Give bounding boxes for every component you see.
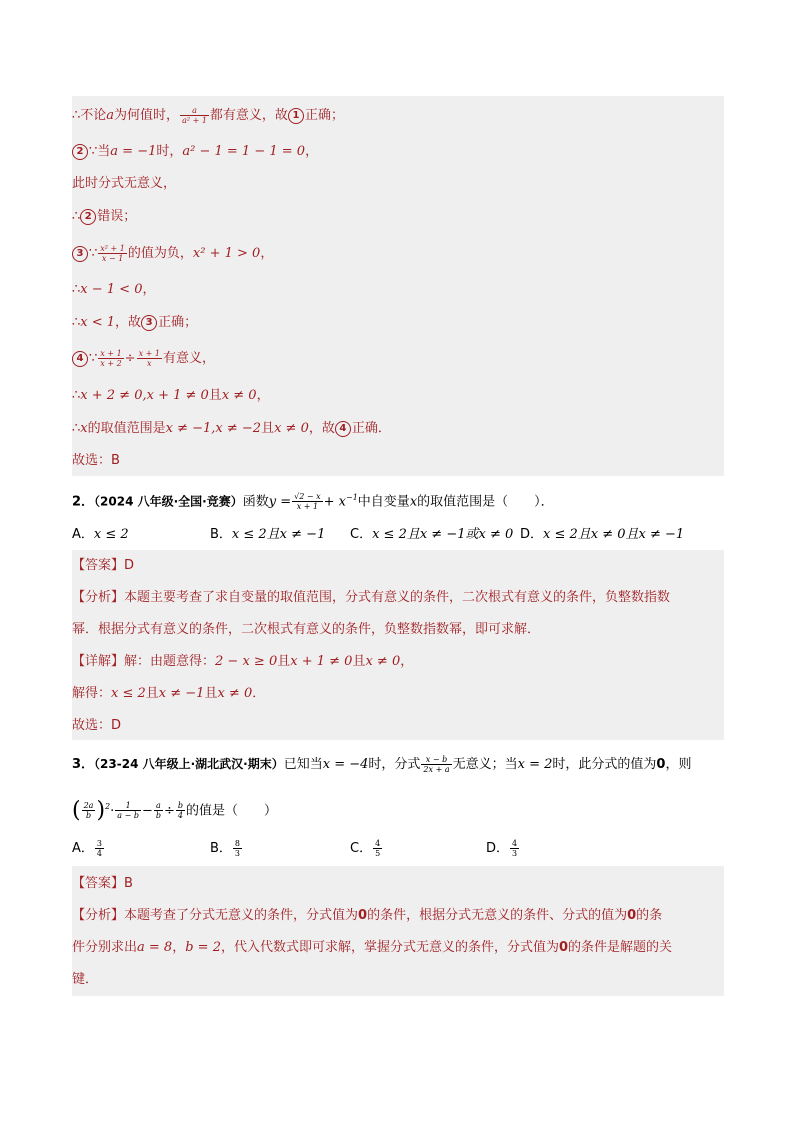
q2-options (72, 525, 724, 547)
q3-analysis-2: 件分别求出a = 8，b = 2，代入代数式即可求解，掌握分式无意义的条件，分式值为0的条件是解题的关 (72, 940, 673, 955)
q2-analysis-1: 【分析】本题主要考查了求自变量的取值范围，分式有意义的条件，二次根式有意义的条件，负整数指数 (72, 590, 671, 605)
q2-answer: 【答案】D (72, 558, 135, 573)
q2-answer-block (72, 550, 724, 740)
q2-detail-2: 解得：x ≤ 2且x ≠ −1且x ≠ 0． (72, 686, 266, 701)
circled-number: 1 (288, 108, 304, 124)
q2-stem: 2．（2024 八年级·全国·竞赛）函数y = $\frac{√2 - x}{x + 1}$ + $x^{-1}$中自变量x的取值范围是（ ）． (72, 492, 554, 512)
circled-number: 2 (72, 144, 88, 160)
q2-analysis-2: 幂．根据分式有意义的条件，二次根式有意义的条件，负整数指数幂，即可求解． (72, 622, 541, 637)
q3-stem-2: ( $\frac{2a}{b}$ )$^2$· $\frac{1}{a - b}$ − $\frac{a}{b}$ ÷ $\frac{b}{4}$ 的值是（ ） (72, 797, 278, 822)
fraction: $\frac{1}{a - b}$ (117, 801, 139, 821)
circled-number: 4 (72, 351, 88, 367)
q3-stem-1: 3．（23-24 八年级上·湖北武汉·期末）已知当x = −4时，分式 $\frac{x - b}{2x + a}$ 无意义；当x = 2时，此分式的值为0，则 (72, 755, 692, 774)
q1-line-3: 此时分式无意义， (72, 176, 177, 191)
q1-line-6: ∴x − 1 < 0， (72, 282, 156, 297)
fraction: $\frac{√2 - x}{x + 1}$ (294, 492, 321, 512)
q1-line-7: ∴x < 1，故 3 正确； (72, 315, 198, 330)
q2-option-c[interactable]: C．x ≤ 2且x ≠ −1或x ≠ 0 (350, 527, 514, 542)
fraction: $\frac{\text{x² + 1}}{x - 1}$ (100, 244, 125, 263)
q2-option-d[interactable]: D．x ≤ 2且x ≠ 0且x ≠ −1 (520, 527, 685, 542)
q3-analysis-1: 【分析】本题考查了分式无意义的条件，分式值为0的条件，根据分式无意义的条件、分式的值为0的条 (72, 908, 663, 923)
q3-option-b[interactable]: B． $\frac{8}{3}$ (210, 839, 241, 858)
fraction: $\frac{b}{4}$ (177, 801, 184, 821)
q1-line-9: ∴x + 2 ≠ 0,x + 1 ≠ 0且x ≠ 0， (72, 388, 270, 403)
fraction: $\frac{a}{b}$ (155, 801, 161, 821)
circled-number: 4 (335, 421, 351, 437)
fraction: $\frac{a}{\text{a² + 1}}$ (182, 106, 207, 125)
q1-line-1: ∴不论a为何值时， $\frac{a}{\text{a² + 1}}$ 都有意义，故 1 正确； (72, 106, 344, 125)
q1-choose: 故选：B (72, 453, 120, 468)
fraction: $\frac{2a}{b}$ (83, 801, 94, 821)
q3-option-c[interactable]: C． $\frac{4}{5}$ (350, 839, 381, 858)
q3-analysis-3: 键． (72, 972, 99, 987)
fraction: $\frac{x + 1}{x}$ (138, 349, 160, 368)
q2-choose: 故选：D (72, 718, 122, 733)
q2-option-a[interactable]: A．x ≤ 2 (72, 527, 129, 542)
q2-option-b[interactable]: B．x ≤ 2且x ≠ −1 (210, 527, 326, 542)
q3-answer: 【答案】B (72, 876, 133, 891)
q3-options (72, 836, 724, 862)
q1-line-4: ∴ 2 错误； (72, 209, 137, 224)
q1-line-10: ∴x的取值范围是x ≠ −1,x ≠ −2且x ≠ 0，故 4 正确． (72, 421, 391, 436)
q1-line-2: 2 ∵当a = −1时，a² − 1 = 1 − 1 = 0， (72, 142, 724, 162)
q1-line-5: 3 ∵ $\frac{\text{x² + 1}}{x - 1}$ 的值为负，x² + 1 > 0， (72, 244, 724, 264)
q3-option-a[interactable]: A． $\frac{3}{4}$ (72, 839, 102, 858)
q3-option-d[interactable]: D． $\frac{4}{3}$ (486, 839, 518, 858)
q2-detail-1: 【详解】解：由题意得：2 − x ≥ 0且x + 1 ≠ 0且x ≠ 0， (72, 654, 414, 669)
circled-number: 2 (80, 209, 96, 225)
q1-line-8: 4 ∵ $\frac{x + 1}{x + 2}$ ÷ $\frac{x + 1}{x}$ 有意义， (72, 349, 724, 369)
fraction: $\frac{x + 1}{x + 2}$ (100, 349, 122, 368)
fraction: $\frac{x - b}{2x + a}$ (423, 755, 450, 774)
circled-number: 3 (141, 315, 157, 331)
circled-number: 3 (72, 246, 88, 262)
